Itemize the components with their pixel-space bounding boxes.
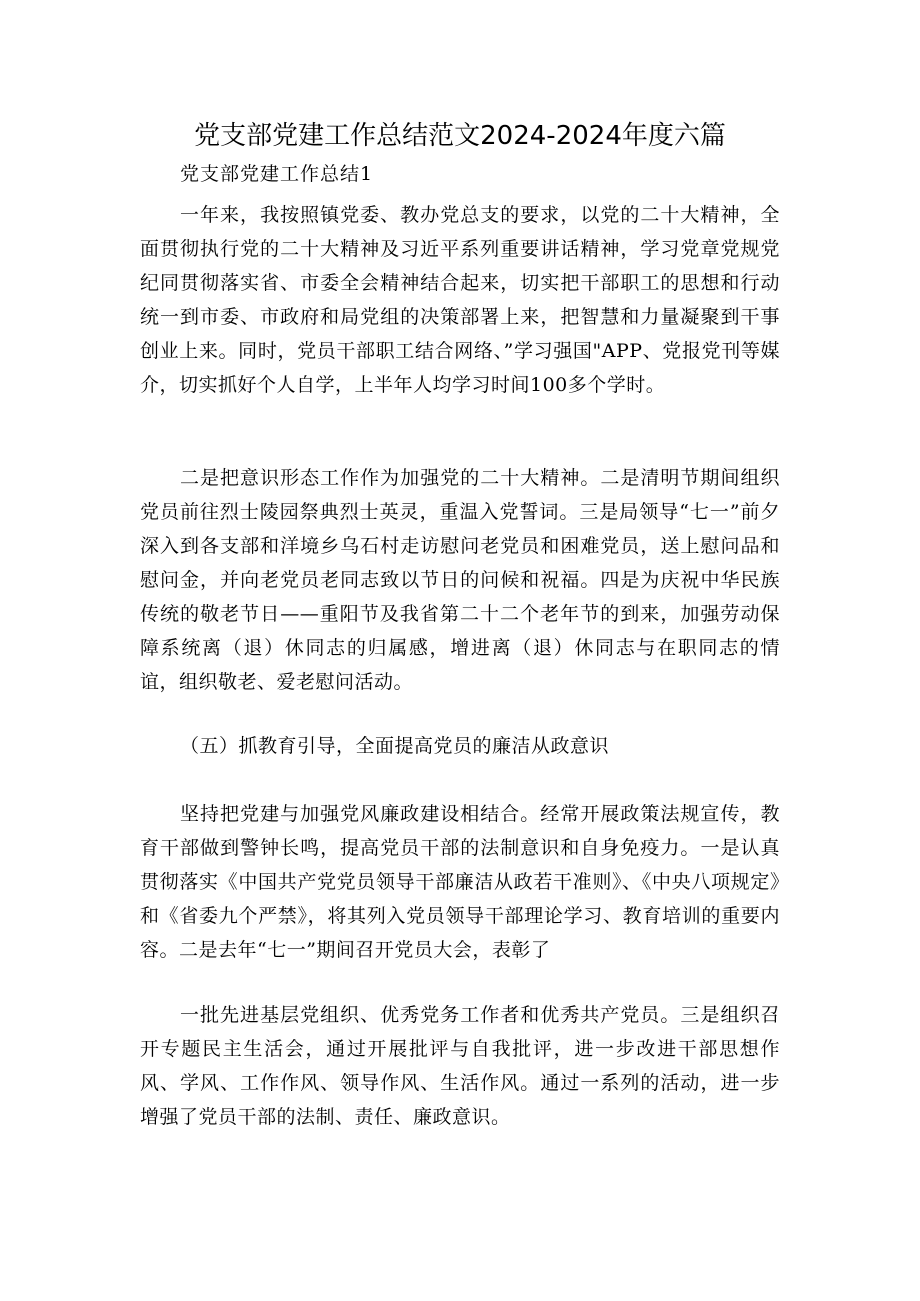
section-heading-5: （五）抓教育引导，全面提高党员的廉洁从政意识 [180, 735, 610, 757]
section-subtitle: 党支部党建工作总结1 [180, 163, 374, 185]
paragraph-3: 坚持把党建与加强党风廉政建设相结合。经常开展政策法规宣传，教育干部做到警钟长鸣，提高党员干部的法制意识和自身免疫力。一是认真贯彻落实《中国共产党党员领导干部廉洁从政若干准则》、《中央八项规定》和《省委九个严禁》，将其列入党员领导干部理论学习、教育培训的重要内容。二是去年“七一”期间召开党员大会，表彰了 [140, 803, 780, 961]
paragraph-4: 一批先进基层党组织、优秀党务工作者和优秀共产党员。三是组织召开专题民主生活会，通过开展批评与自我批评，进一步改进干部思想作风、学风、工作作风、领导作风、生活作风。通过一系列的活动，进一步增强了党员干部的法制、责任、廉政意识。 [140, 1004, 780, 1128]
paragraph-2: 二是把意识形态工作作为加强党的二十大精神。二是清明节期间组织党员前往烈士陵园祭典烈士英灵，重温入党誓词。三是局领导“七一”前夕深入到各支部和洋境乡乌石村走访慰问老党员和困难党员，送上慰问品和慰问金，并向老党员老同志致以节日的问候和祝福。四是为庆祝中华民族传统的敬老节日——重阳节及我省第二十二个老年节的到来，加强劳动保障系统离（退）休同志的归属感，增进离（退）休同志与在职同志的情谊，组织敬老、爱老慰问活动。 [140, 467, 780, 693]
paragraph-1: 一年来，我按照镇党委、教办党总支的要求，以党的二十大精神，全面贯彻执行党的二十大精神及习近平系列重要讲话精神，学习党章党规党纪同贯彻落实省、市委全会精神结合起来，切实把干部职工的思想和行动统一到市委、市政府和局党组的决策部署上来，把智慧和力量凝聚到干事创业上来。同时，党员干部职工结合网络、”学习强国"APP、党报党刊等媒介，切实抓好个人自学，上半年人均学习时间100多个学时。 [140, 204, 780, 396]
document-title: 党支部党建工作总结范文2024-2024年度六篇 [194, 121, 726, 151]
